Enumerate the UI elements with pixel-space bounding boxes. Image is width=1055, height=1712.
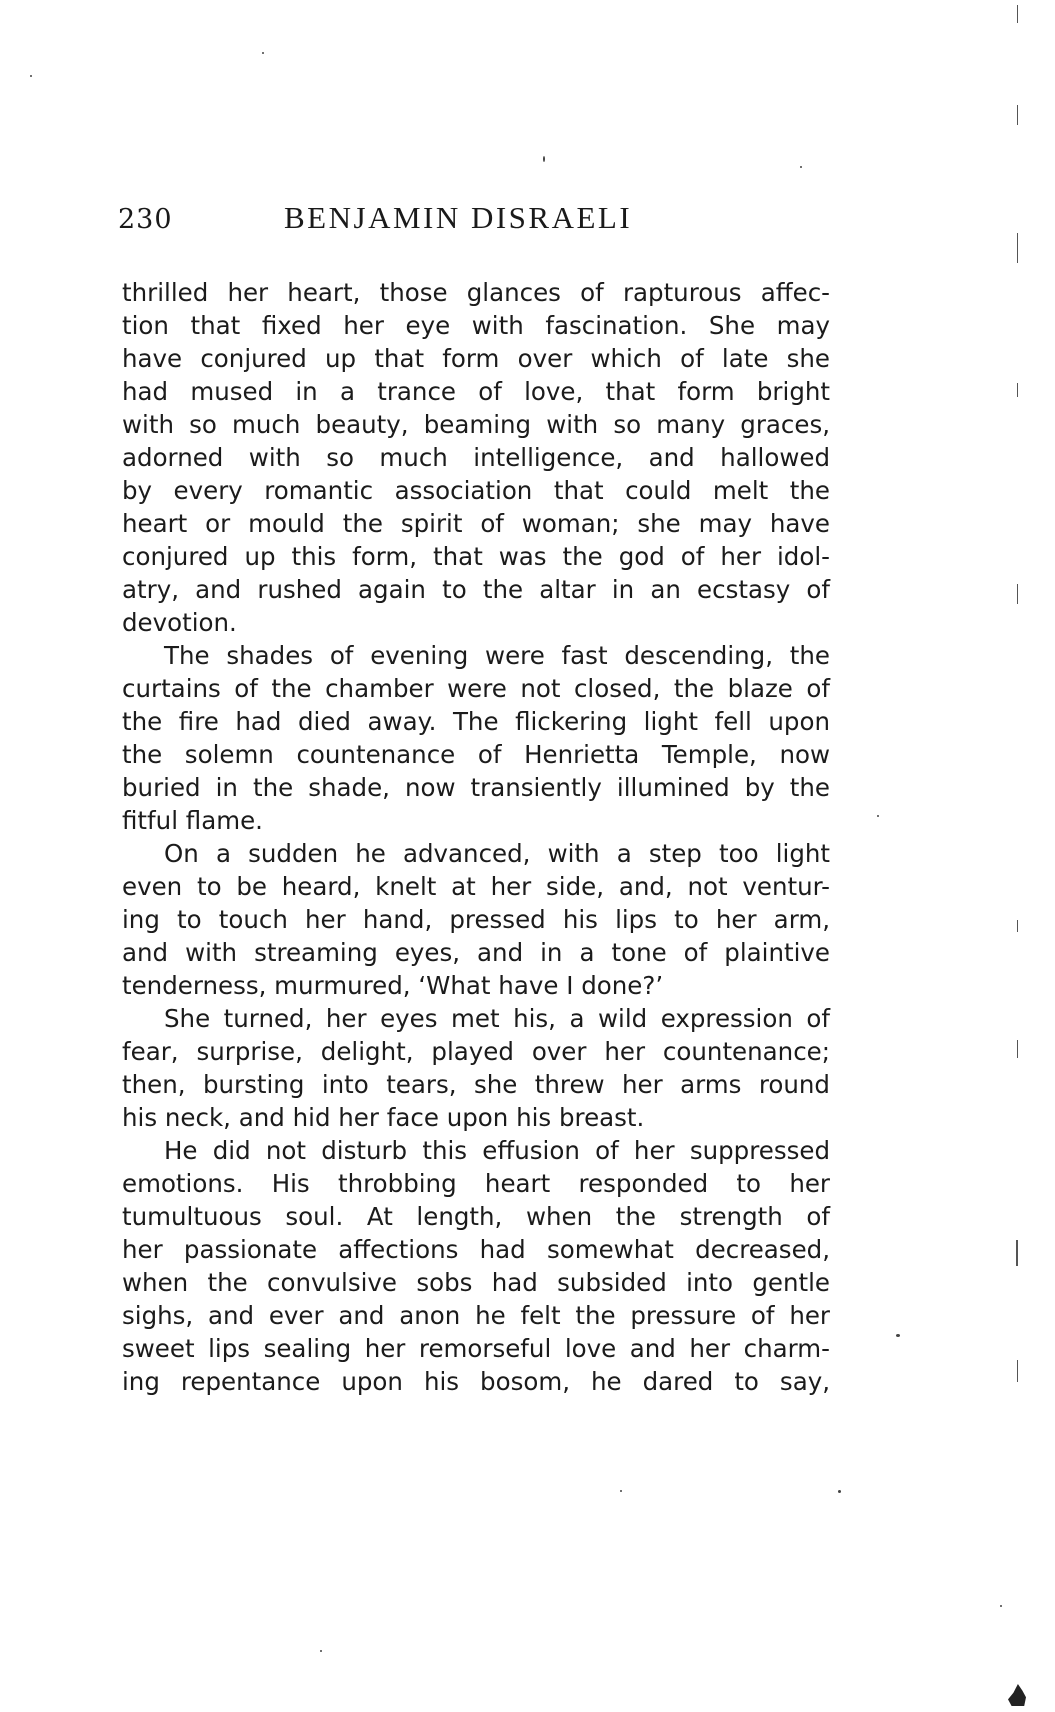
text-line: the solemn countenance of Henrietta Temple, now [122,740,830,769]
text-line: On a sudden he advanced, with a step too light [164,839,830,868]
text-line: even to be heard, knelt at her side, and, not ventur- [122,872,830,901]
text-line: The shades of evening were fast descending, the [164,641,830,670]
text-line: had mused in a trance of love, that form bright [122,377,830,406]
text-line: fitful flame. [122,806,263,835]
speck [543,156,545,162]
edge-mark [1017,383,1018,397]
edge-mark [1017,1360,1018,1382]
edge-mark [1017,105,1018,125]
text-line: with so much beauty, beaming with so many graces, [122,410,830,439]
edge-mark [1017,584,1018,604]
text-line: her passionate affections had somewhat decreased, [122,1235,830,1264]
text-line: tenderness, murmured, ‘What have I done?’ [122,971,664,1000]
text-line: sweet lips sealing her remorseful love and her charm- [122,1334,830,1363]
text-line: buried in the shade, now transiently illumined by the [122,773,830,802]
speck [30,75,32,77]
text-line: She turned, her eyes met his, a wild expression of [164,1004,830,1033]
text-line: ing repentance upon his bosom, he dared to say, [122,1367,830,1396]
speck [838,1490,841,1493]
text-line: when the convulsive sobs had subsided into gentle [122,1268,830,1297]
speck [877,815,879,817]
edge-mark [1017,1040,1018,1058]
text-line: by every romantic association that could melt the [122,476,830,505]
running-title: BENJAMIN DISRAELI [284,200,633,235]
body-text [122,276,830,1398]
text-line: sighs, and ever and anon he felt the pressure of her [122,1301,830,1330]
running-head [118,198,678,238]
edge-mark [1017,233,1018,263]
speck [320,1650,322,1652]
text-line: conjured up this form, that was the god of her idol- [122,542,830,571]
text-line: the fire had died away. The flickering light fell upon [122,707,830,736]
text-line: curtains of the chamber were not closed, the blaze of [122,674,830,703]
text-line: fear, surprise, delight, played over her countenance; [122,1037,830,1066]
text-line: thrilled her heart, those glances of rapturous affec- [122,278,830,307]
text-line: adorned with so much intelligence, and hallowed [122,443,830,472]
edge-mark [1017,5,1018,23]
text-line: He did not disturb this effusion of her suppressed [164,1136,830,1165]
speck [800,166,802,168]
text-line: tumultuous soul. At length, when the strength of [122,1202,830,1231]
edge-mark [1017,920,1018,932]
text-line: tion that fixed her eye with fascination. She may [122,311,830,340]
edge-mark [1016,1240,1018,1266]
text-line: his neck, and hid her face upon his breast. [122,1103,645,1132]
page-number: 230 [118,204,173,235]
speck [620,1490,622,1492]
speck [896,1334,900,1337]
text-line: and with streaming eyes, and in a tone of plaintive [122,938,830,967]
speck [262,52,264,54]
text-line: emotions. His throbbing heart responded to her [122,1169,830,1198]
speck [1000,1605,1002,1607]
ink-blot [1008,1684,1026,1706]
text-line: heart or mould the spirit of woman; she may have [122,509,830,538]
text-line: devotion. [122,608,237,637]
text-line: have conjured up that form over which of late she [122,344,830,373]
text-line: then, bursting into tears, she threw her arms round [122,1070,830,1099]
text-line: atry, and rushed again to the altar in an ecstasy of [122,575,830,604]
text-line: ing to touch her hand, pressed his lips to her arm, [122,905,830,934]
